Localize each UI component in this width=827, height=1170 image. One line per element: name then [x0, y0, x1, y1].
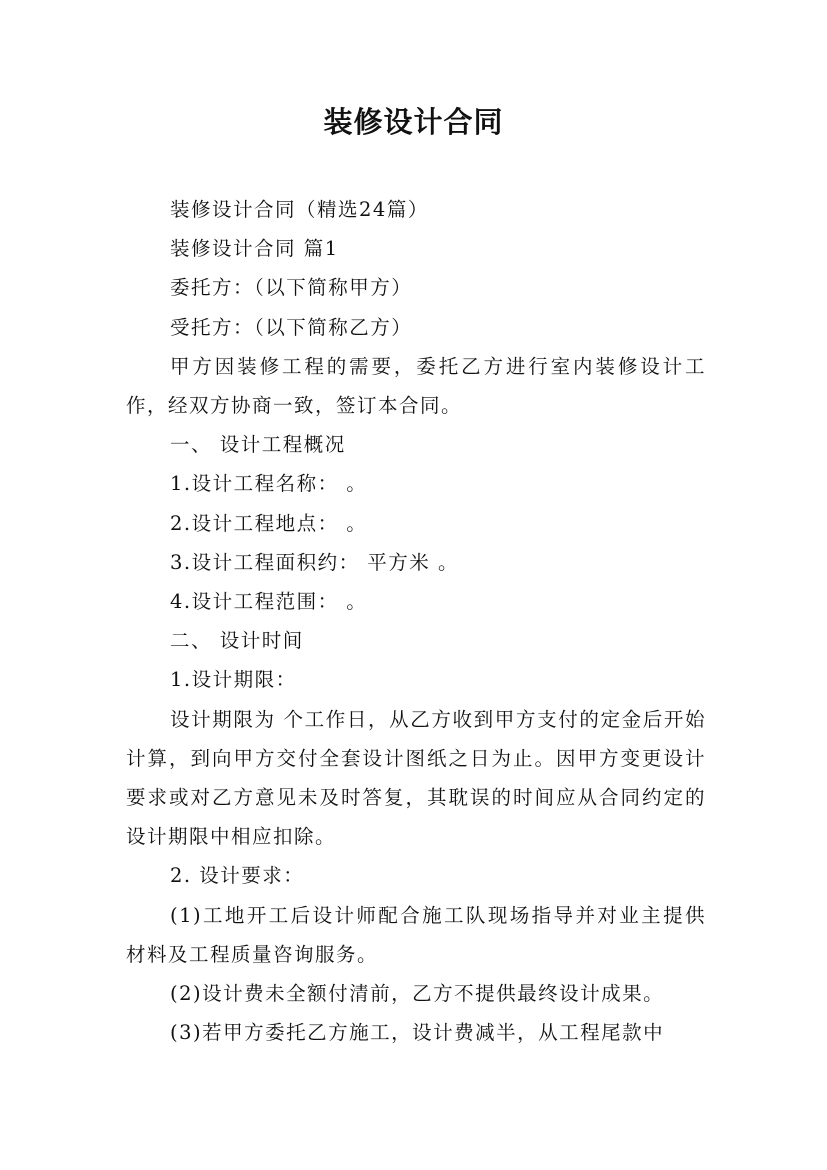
paragraph-project-scope: 4.设计工程范围： 。: [170, 590, 368, 614]
paragraph-client: 委托方：（以下简称甲方）: [170, 276, 413, 300]
paragraph-requirement-2: (2)设计费未全额付清前，乙方不提供最终设计成果。: [170, 982, 665, 1006]
section-heading-overview: 一、 设计工程概况: [170, 433, 346, 457]
paragraph-requirement-3: (3)若甲方委托乙方施工，设计费减半，从工程尾款中: [170, 1021, 665, 1045]
paragraph-requirement-1: (1)工地开工后设计师配合施工队现场指导并对业主提供材料及工程质量咨询服务。: [126, 903, 706, 966]
paragraph-project-name: 1.设计工程名称： 。: [170, 472, 368, 496]
paragraph-project-area: 3.设计工程面积约： 平方米 。: [170, 550, 460, 574]
paragraph-contractor: 受托方：（以下简称乙方）: [170, 315, 413, 339]
paragraph-design-period: 设计期限为 个工作日，从乙方收到甲方支付的定金后开始计算，到向甲方交付全套设计图纸之日为止。因甲方变更设计要求或对乙方意见未及时答复，其耽误的时间应从合同约定的设计期限中相应扣除。: [126, 707, 706, 849]
paragraph-part-heading: 装修设计合同 篇1: [170, 237, 339, 261]
paragraph-subtitle: 装修设计合同（精选24篇）: [170, 198, 429, 221]
paragraph-design-period-label: 1.设计期限：: [170, 668, 297, 692]
section-heading-time: 二、 设计时间: [170, 629, 304, 653]
paragraph-requirements-label: 2. 设计要求：: [170, 864, 305, 888]
document-body: [126, 190, 706, 1052]
paragraph-intro: 甲方因装修工程的需要，委托乙方进行室内装修设计工作，经双方协商一致，签订本合同。: [126, 354, 706, 418]
paragraph-project-location: 2.设计工程地点： 。: [170, 511, 368, 535]
document-title: 装修设计合同: [323, 105, 504, 139]
